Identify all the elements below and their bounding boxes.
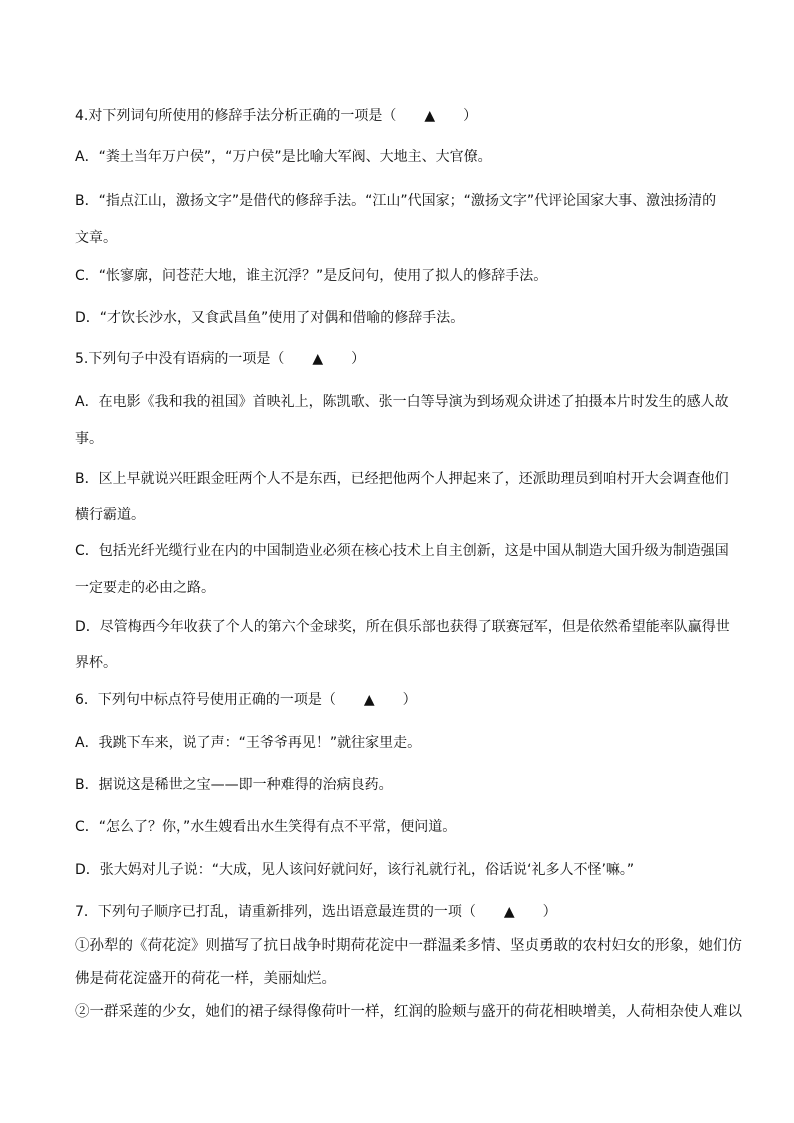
question-4-stem: 4.对下列词句所使用的修辞手法分析正确的一项是（ ▲ ） xyxy=(75,108,478,124)
question-5-option-d-cont: 界杯。 xyxy=(75,655,117,671)
question-4-option-d: D．“才饮长沙水，又食武昌鱼”使用了对偶和借喻的修辞手法。 xyxy=(75,310,465,326)
question-4-option-b: B．“指点江山，激扬文字”是借代的修辞手法。“江山”代国家；“激扬文字”代评论国家大事、激浊扬清的 xyxy=(75,193,717,209)
question-4-option-b-cont: 文章。 xyxy=(75,230,117,246)
question-5-stem: 5.下列句子中没有语病的一项是（ ▲ ） xyxy=(75,351,366,367)
question-5-option-b-cont: 横行霸道。 xyxy=(75,507,145,523)
question-4-option-a: A．“粪土当年万户侯”，“万户侯”是比喻大军阀、大地主、大官僚。 xyxy=(75,149,492,165)
question-7-sentence-2: ②一群采莲的少女，她们的裙子绿得像荷叶一样，红润的脸颊与盛开的荷花相映增美，人荷相杂使人难以 xyxy=(75,1004,742,1020)
question-5-option-a-cont: 事。 xyxy=(75,431,103,447)
question-7-sentence-1: ①孙犁的《荷花淀》则描写了抗日战争时期荷花淀中一群温柔多情、坚贞勇敢的农村妇女的形象，她们仿 xyxy=(75,938,742,954)
question-7-stem: 7．下列句子顺序已打乱，请重新排列，选出语意最连贯的一项（ ▲ ） xyxy=(75,904,557,920)
question-6-option-b: B．据说这是稀世之宝——即一种难得的治病良药。 xyxy=(75,777,393,793)
question-6-option-a: A．我跳下车来，说了声：“王爷爷再见！”就往家里走。 xyxy=(75,735,422,751)
question-5-option-c: C．包括光纤光缆行业在内的中国制造业必须在核心技术上自主创新，这是中国从制造大国升级为制造强国 xyxy=(75,543,729,559)
question-6-option-d: D．张大妈对儿子说：“大成，见人该问好就问好，该行礼就行礼，俗话说‘礼多人不怪’嘛。” xyxy=(75,862,635,878)
question-7-sentence-1-cont: 佛是荷花淀盛开的荷花一样，美丽灿烂。 xyxy=(75,971,336,987)
question-5-option-b: B．区上早就说兴旺跟金旺两个人不是东西，已经把他两个人押起来了，还派助理员到咱村开大会调查他们 xyxy=(75,471,729,487)
question-6-stem: 6．下列句中标点符号使用正确的一项是（ ▲ ） xyxy=(75,692,417,708)
question-4-option-c: C．“怅寥廓，问苍茫大地，谁主沉浮？”是反问句，使用了拟人的修辞手法。 xyxy=(75,268,548,284)
question-6-option-c: C．“怎么了？你，”水生嫂看出水生笑得有点不平常，便问道。 xyxy=(75,819,457,835)
question-5-option-a: A．在电影《我和我的祖国》首映礼上，陈凯歌、张一白等导演为到场观众讲述了拍摄本片时发生的感人故 xyxy=(75,394,729,410)
question-5-option-d: D．尽管梅西今年收获了个人的第六个金球奖，所在俱乐部也获得了联赛冠军，但是依然希望能率队赢得世 xyxy=(75,619,730,635)
question-5-option-c-cont: 一定要走的必由之路。 xyxy=(75,580,215,596)
